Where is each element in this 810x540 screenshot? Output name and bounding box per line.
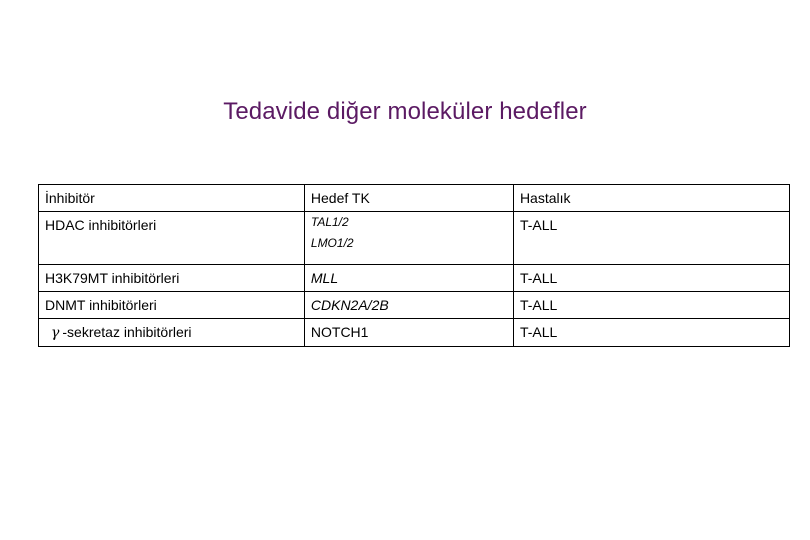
cell-inhibitor xyxy=(39,319,305,347)
slide-title: Tedavide diğer moleküler hedefler xyxy=(223,98,587,125)
cell-disease: T-ALL xyxy=(513,292,789,319)
cell-inhibitor: H3K79MT inhibitörleri xyxy=(39,265,305,292)
cell-target-line: LMO1/2 xyxy=(310,236,354,250)
table-row xyxy=(39,265,790,292)
header-disease: Hastalık xyxy=(513,185,789,212)
cell-target: CDKN2A/2B xyxy=(304,292,513,319)
table-row xyxy=(39,212,790,265)
cell-inhibitor-text: -sekretaz inhibitörleri xyxy=(62,324,192,340)
cell-target: NOTCH1 xyxy=(304,319,513,347)
cell-disease: T-ALL xyxy=(513,265,789,292)
cell-target-line: TAL1/2 xyxy=(310,215,349,229)
table-row xyxy=(39,292,790,319)
cell-inhibitor: DNMT inhibitörleri xyxy=(39,292,305,319)
cell-inhibitor: HDAC inhibitörleri xyxy=(39,212,305,265)
cell-target: MLL xyxy=(304,265,513,292)
table-header-row xyxy=(39,185,790,212)
molecular-targets-table xyxy=(38,184,790,347)
table-row xyxy=(39,319,790,347)
header-inhibitor: İnhibitör xyxy=(39,185,305,212)
cell-disease: T-ALL xyxy=(513,212,789,265)
gamma-symbol: γ xyxy=(51,325,60,341)
cell-disease: T-ALL xyxy=(513,319,789,347)
header-target: Hedef TK xyxy=(304,185,513,212)
cell-target xyxy=(304,212,513,265)
